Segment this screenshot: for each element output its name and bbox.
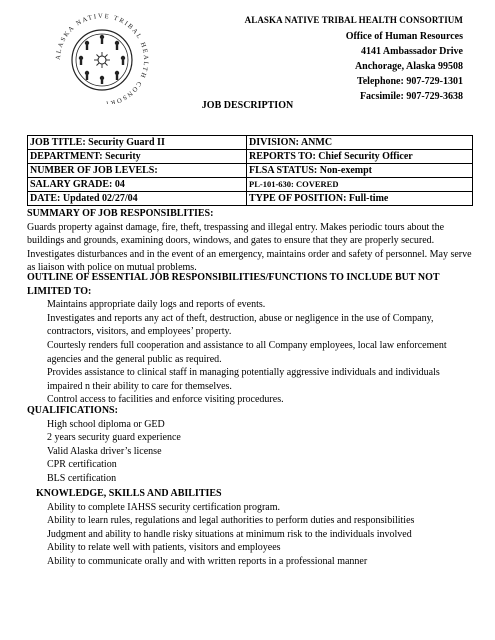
office-name: Office of Human Resources	[345, 31, 463, 42]
responsibilities-list	[27, 298, 473, 407]
reports-to-cell: REPORTS TO: Chief Security Officer	[247, 150, 473, 164]
qualifications-list	[27, 418, 473, 486]
pl-coverage-cell: PL-101-630: COVERED	[247, 178, 473, 192]
table-row	[28, 178, 473, 192]
list-item: Valid Alaska driver’s license	[47, 445, 162, 457]
list-item: CPR certification	[47, 459, 117, 471]
document-title: JOB DESCRIPTION	[201, 100, 294, 111]
table-row	[28, 136, 473, 150]
responsibilities-heading: OUTLINE OF ESSENTIAL JOB RESPONSIBILITIES/FUNCTIONS TO INCLUDE BUT NOT LIMITED TO:	[27, 272, 440, 297]
summary-text: Guards property against damage, fire, theft, trespassing and illegal entry. Makes periodic tours about the buildings and grounds, examining doors, windows, and gates to ensure that they are properly secured. Investigates disturbances and in the event of an emergency, maintains order and safety of personnel. May serve as liaison with police on mutual problems.	[27, 221, 472, 274]
list-item: Ability to relate well with patients, visitors and employees	[47, 542, 281, 554]
list-item: Ability to learn rules, regulations and legal authorities to perform duties and responsibilities	[47, 515, 415, 527]
division-cell: DIVISION: ANMC	[247, 136, 473, 150]
date-cell: DATE: Updated 02/27/04	[28, 192, 247, 206]
ksa-heading: KNOWLEDGE, SKILLS AND ABILITIES	[36, 488, 222, 499]
ksa-list	[36, 501, 482, 569]
job-info-table	[27, 135, 473, 206]
consortium-seal-logo	[44, 4, 160, 104]
department-cell: DEPARTMENT: Security	[28, 150, 247, 164]
ksa-section	[36, 487, 482, 569]
table-row	[28, 192, 473, 206]
list-item: Courtesly renders full cooperation and assistance to all Company employees, local law enforcement agencies and the general public as required.	[47, 339, 447, 365]
list-item: 2 years security guard experience	[47, 432, 181, 444]
list-item: Control access to facilities and enforce visiting procedures.	[47, 394, 284, 406]
job-title-cell: JOB TITLE: Security Guard II	[28, 136, 247, 150]
qualifications-heading: QUALIFICATIONS:	[27, 405, 118, 416]
svg-text:ALASKA NATIVE TRIBAL HEALTH CO: ALASKA NATIVE TRIBAL HEALTH CONSORT	[54, 12, 150, 104]
organization-name: ALASKA NATIVE TRIBAL HEALTH CONSORTIUM	[244, 15, 463, 25]
job-levels-cell: NUMBER OF JOB LEVELS:	[28, 164, 247, 178]
table-row	[28, 164, 473, 178]
address-line-1: 4141 Ambassador Drive	[360, 46, 463, 57]
list-item: Provides assistance to clinical staff in managing potentially aggressive individuals and individuals impaired n their ability to care for themselves.	[47, 367, 440, 392]
list-item: Investigates and reports any act of theft, destruction, abuse or negligence in the use of Company, contractors, visitors, and employees’ property.	[47, 312, 434, 338]
list-item: Ability to communicate orally and with written reports in a professional manner	[47, 555, 368, 567]
address-line-2: Anchorage, Alaska 99508	[354, 61, 463, 72]
summary-section	[27, 207, 473, 275]
position-type-cell: TYPE OF POSITION: Full-time	[247, 192, 473, 206]
flsa-status-cell: FLSA STATUS: Non-exempt	[247, 164, 473, 178]
list-item: Judgment and ability to handle risky situations at minimum risk to the individuals involved	[47, 528, 412, 540]
qualifications-section	[27, 404, 473, 486]
facsimile: Facsimile: 907-729-3638	[359, 91, 463, 102]
list-item: BLS certification	[47, 472, 117, 484]
salary-grade-cell: SALARY GRADE: 04	[28, 178, 247, 192]
telephone: Telephone: 907-729-1301	[356, 76, 463, 87]
list-item: High school diploma or GED	[47, 418, 165, 430]
list-item: Maintains appropriate daily logs and reports of events.	[47, 299, 266, 311]
responsibilities-section	[27, 271, 473, 407]
summary-heading: SUMMARY OF JOB RESPONSIBLITIES:	[27, 208, 214, 219]
table-row	[28, 150, 473, 164]
letterhead	[245, 13, 463, 104]
list-item: Ability to complete IAHSS security certification program.	[47, 501, 280, 513]
